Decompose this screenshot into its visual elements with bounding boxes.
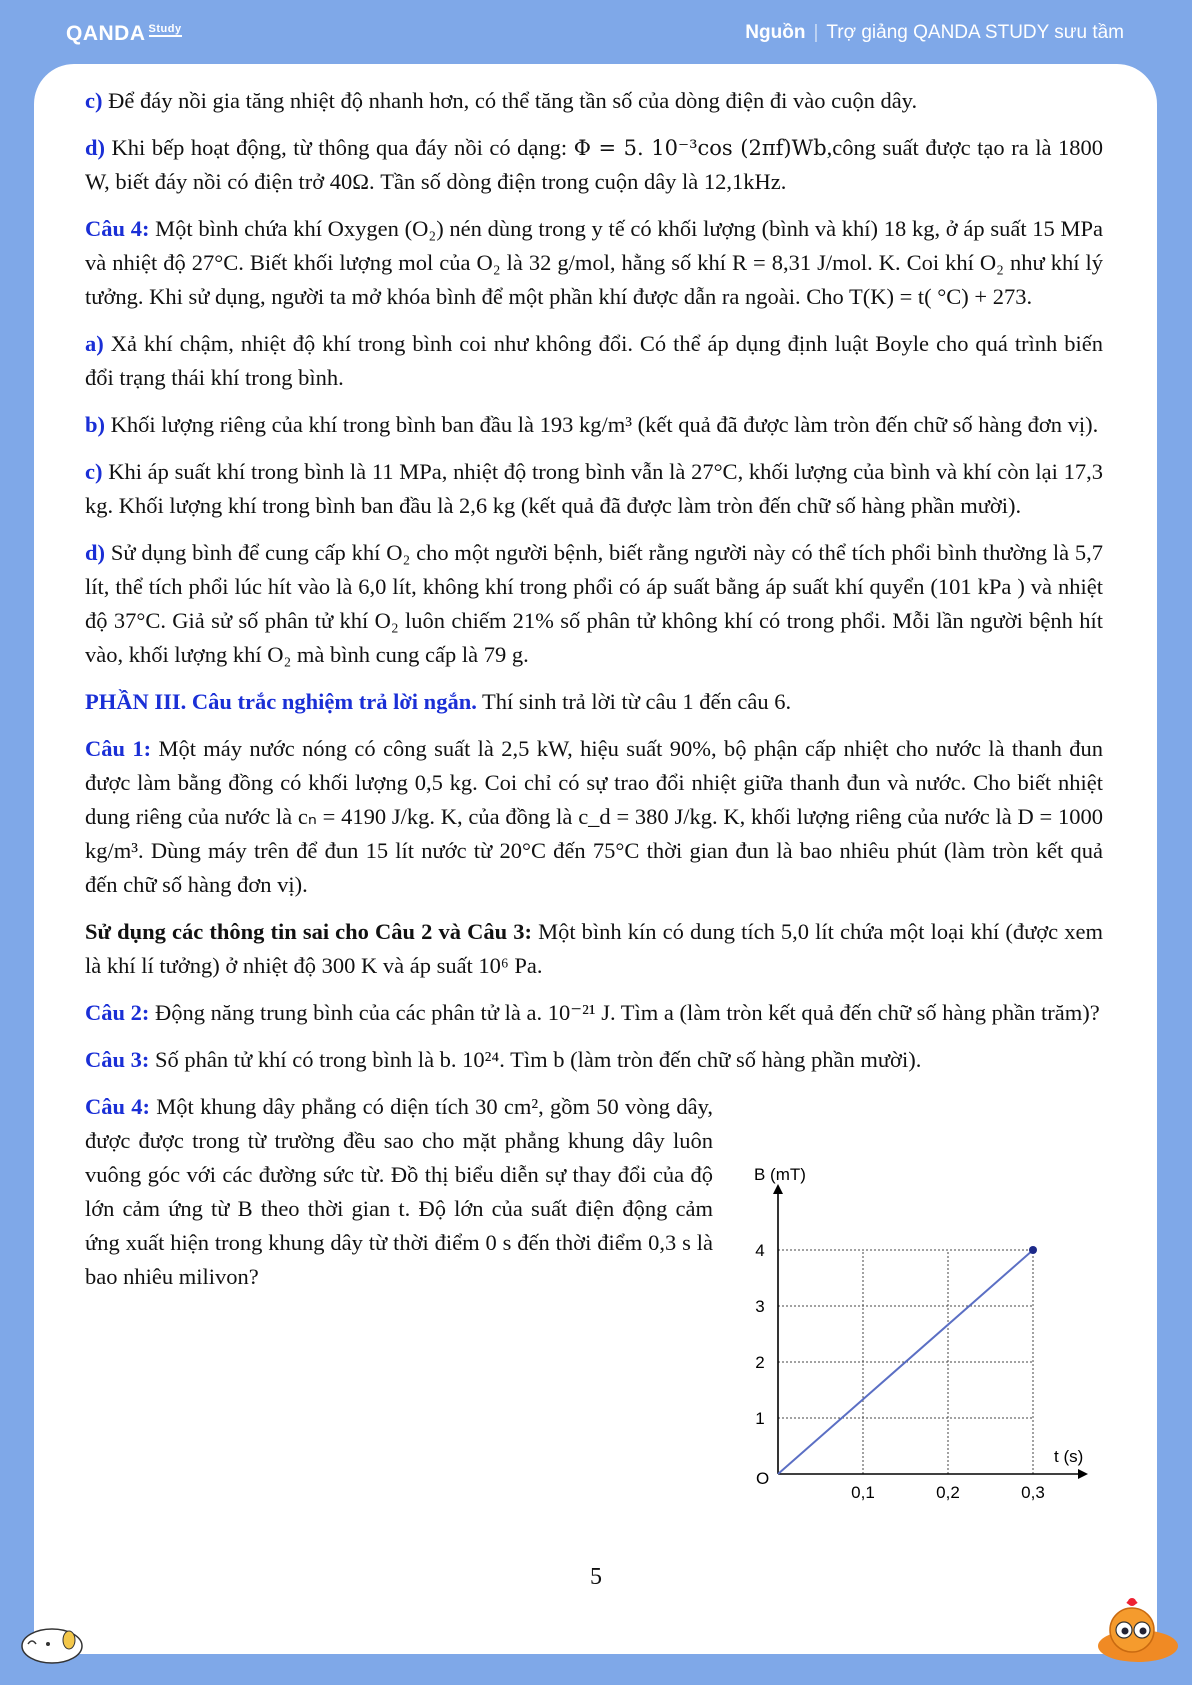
header-bar — [0, 0, 1192, 64]
item-label: a) — [85, 331, 104, 356]
question-4a — [85, 327, 1103, 395]
short-question-4 — [85, 1090, 713, 1294]
part-3-heading — [85, 685, 1103, 719]
question-text: Một máy nước nóng có công suất là 2,5 kW, hiệu suất 90%, bộ phận cấp nhiệt cho nước là thanh đun được làm bằng đồng có khối lượng 0,5 kg. Coi chỉ có sự trao đổi nhiệt giữa thanh đun và nước. Cho biết nhiệt dung riêng của nước là cₙ = 4190 J/kg. K, của đồng là c_d = 380 J/kg. K, khối lượng riêng của nước là D = 1000 kg/m³. Dùng máy trên để đun 15 lít nước từ 20°C đến 75°C thời gian đun là bao nhiêu phút (làm tròn kết quả đến chữ số hàng đơn vị). — [85, 736, 1103, 897]
info-label: Sử dụng các thông tin sai cho Câu 2 và Câu 3: — [85, 919, 532, 944]
divider: | — [813, 22, 819, 43]
item-label: d) — [85, 135, 106, 160]
page-number: 5 — [590, 1564, 602, 1590]
question-4 — [85, 212, 1103, 314]
page-content — [85, 84, 1103, 1307]
item-label: b) — [85, 412, 106, 437]
source-text: Trợ giảng QANDA STUDY sưu tầm — [826, 22, 1124, 43]
item-text: ,công suất được tạo ra là 1800 W, biết đáy nồi có điện trở 40Ω. Tần số dòng điện trong cuộn dây là 12,1kHz. — [85, 135, 1103, 194]
mascot-octopus-icon — [1092, 1596, 1184, 1666]
y-tick-label: 2 — [755, 1353, 765, 1372]
y-axis-label: B (mT) — [754, 1165, 806, 1184]
shared-info — [85, 915, 1103, 983]
b-t-chart — [702, 1162, 1102, 1512]
question-text: Một khung dây phẳng có diện tích 30 cm², gồm 50 vòng dây, được được trong từ trường đều sao cho mặt phẳng khung dây luôn vuông góc với các đường sức từ. Đồ thị biểu diễn sự thay đổi của độ lớn cảm ứng từ B theo thời gian t. Độ lớn của suất điện động cảm ứng xuất hiện trong khung dây từ thời điểm 0 s đến thời điểm 0,3 s là bao nhiêu milivon? — [85, 1094, 713, 1289]
x-axis-arrow — [1078, 1469, 1088, 1479]
y-tick-label: 3 — [755, 1297, 765, 1316]
short-question-2 — [85, 996, 1103, 1030]
item-text: Xả khí chậm, nhiệt độ khí trong bình coi như không đổi. Có thể áp dụng định luật Boyle cho quá trình biến đổi trạng thái khí trong bình. — [85, 331, 1103, 390]
y-tick-label: 1 — [755, 1409, 765, 1428]
mascot-cat-icon — [14, 1616, 84, 1666]
x-tick-label: 0,1 — [851, 1483, 875, 1502]
item-text: Để đáy nồi gia tăng nhiệt độ nhanh hơn, có thể tăng tần số của dòng điện đi vào cuộn dây. — [102, 88, 918, 113]
item-label: c) — [85, 459, 103, 484]
x-tick-label: 0,2 — [936, 1483, 960, 1502]
y-tick-label: 4 — [755, 1241, 765, 1260]
question-label: Câu 3: — [85, 1047, 150, 1072]
short-question-1 — [85, 732, 1103, 902]
flux-formula: Φ = 5. 10⁻³cos (2πf)Wb — [573, 136, 827, 160]
question-text: Số phân tử khí có trong bình là b. 10²⁴. Tìm b (làm tròn đến chữ số hàng phần mười). — [149, 1047, 922, 1072]
question-text: Một bình chứa khí Oxygen (O₂) nén dùng trong y tế có khối lượng (bình và khí) 18 kg, ở áp suất 15 MPa và nhiệt độ 27°C. Biết khối lượng mol của O₂ là 32 g/mol, hằng số khí R = 8,31 J/mol. K. Coi khí O₂ như khí lý tưởng. Khi sử dụng, người ta mở khóa bình để một phần khí được dẫn ra ngoài. Cho T(K) = t( °C) + 273. — [85, 216, 1103, 309]
footer-bar — [0, 1654, 1192, 1685]
x-axis-label: t (s) — [1054, 1447, 1084, 1466]
question-label: Câu 4: — [85, 1094, 151, 1119]
info-text: Một bình kín có dung tích 5,0 lít chứa một loại khí (được xem là khí lí tưởng) ở nhiệt độ 300 K và áp suất 10⁶ Pa. — [85, 919, 1103, 978]
paragraph-d — [85, 131, 1103, 199]
short-question-3 — [85, 1043, 1103, 1077]
question-4c — [85, 455, 1103, 523]
item-text: Sử dụng bình để cung cấp khí O₂ cho một người bệnh, biết rằng người này có thể tích phổi bình thường là 5,7 lít, thể tích phổi lúc hít vào là 6,0 lít, không khí trong phổi có áp suất bằng áp suất khí quyển (101 kPa ) và nhiệt độ 37°C. Giả sử số phân tử khí O₂ luôn chiếm 21% số phân tử không khí có trong phổi. Mỗi lần người bệnh hít vào, khối lượng khí O₂ mà bình cung cấp là 79 g. — [85, 540, 1103, 667]
item-text: Khi áp suất khí trong bình là 11 MPa, nhiệt độ trong bình vẫn là 27°C, khối lượng của bình và khí còn lại 17,3 kg. Khối lượng khí trong bình ban đầu là 2,6 kg (kết quả đã được làm tròn đến chữ số hàng phần mười). — [85, 459, 1103, 518]
section-text: Thí sinh trả lời từ câu 1 đến câu 6. — [476, 689, 792, 714]
source-credit — [745, 22, 1124, 44]
question-4d — [85, 536, 1103, 672]
item-label: d) — [85, 540, 106, 565]
brand-sub: Study — [148, 23, 182, 35]
source-label: Nguồn — [745, 22, 806, 43]
brand-logo — [66, 22, 182, 46]
x-tick-label: 0,3 — [1021, 1483, 1045, 1502]
item-text: Khi bếp hoạt động, từ thông qua đáy nồi có dạng: — [105, 135, 574, 160]
question-label: Câu 1: — [85, 736, 152, 761]
brand-name: QANDA — [66, 22, 146, 45]
section-label: PHẦN III. Câu trắc nghiệm trả lời ngắn. — [85, 689, 477, 714]
paragraph-c — [85, 84, 1103, 118]
question-label: Câu 2: — [85, 1000, 150, 1025]
item-label: c) — [85, 88, 103, 113]
question-4b — [85, 408, 1103, 442]
origin-label: O — [756, 1469, 770, 1488]
data-point — [1029, 1246, 1037, 1254]
question-label: Câu 4: — [85, 216, 150, 241]
question-text: Động năng trung bình của các phân tử là a. 10⁻²¹ J. Tìm a (làm tròn kết quả đến chữ số hàng phần trăm)? — [149, 1000, 1100, 1025]
item-text: Khối lượng riêng của khí trong bình ban đầu là 193 kg/m³ (kết quả đã được làm tròn đến chữ số hàng đơn vị). — [105, 412, 1099, 437]
y-axis-arrow — [773, 1184, 783, 1194]
